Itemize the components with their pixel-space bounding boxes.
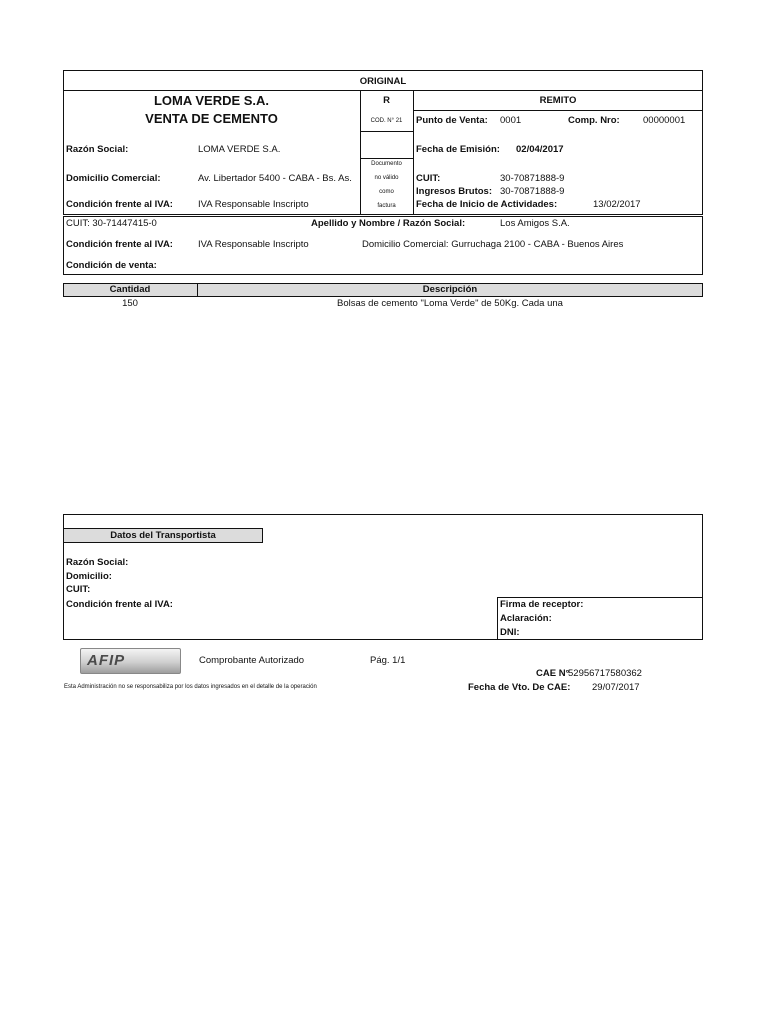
aclaracion-label: Aclaración: [500,613,552,624]
customer-cuit: CUIT: 30-71447415-0 [66,218,157,229]
comp-nro-label: Comp. Nro: [568,115,620,126]
punto-venta-label: Punto de Venta: [416,115,488,126]
fecha-emision: 02/04/2017 [516,144,564,155]
transport-domicilio-label: Domicilio: [66,571,112,582]
customer-domicilio: Domicilio Comercial: Gurruchaga 2100 - CABA - Buenos Aires [362,239,624,250]
afip-logo-text: AFIP [87,652,126,669]
cae-vto-label: Fecha de Vto. De CAE: [468,682,571,693]
comprobante-autorizado: Comprobante Autorizado [199,655,305,666]
iibb-value: 30-70871888-9 [500,186,565,197]
company-tagline: VENTA DE CEMENTO [145,111,278,126]
doc-code: COD. N° 21 [370,118,403,124]
punto-venta: 0001 [500,115,522,126]
afip-logo [80,648,181,674]
divider [497,597,703,598]
divider [360,158,413,159]
cuit-label: CUIT: [416,173,441,184]
item-cantidad: 150 [122,298,138,309]
transport-cuit-label: CUIT: [66,584,91,595]
doc-letter: R [383,95,390,106]
transport-iva-label: Condición frente al IVA: [66,599,173,610]
cuit-value: 30-70871888-9 [500,173,565,184]
issuer-domicilio-label: Domicilio Comercial: [66,173,161,184]
doc-type: REMITO [539,95,577,106]
issuer-iva-label: Condición frente al IVA: [66,199,173,210]
divider [413,90,414,215]
customer-nombre-label: Apellido y Nombre / Razón Social: [311,218,466,229]
disclaimer: Esta Administración no se responsabiliza por los datos ingresados en el detalle de la operación [64,684,317,690]
company-name: LOMA VERDE S.A. [153,93,270,108]
doc-note-1: Documento [371,161,402,167]
iibb-label: Ingresos Brutos: [416,186,493,197]
col-descripcion: Descripción [422,284,478,295]
customer-venta-label: Condición de venta: [66,260,157,271]
inicio-label: Fecha de Inicio de Actividades: [416,199,558,210]
issuer-domicilio: Av. Libertador 5400 - CABA - Bs. As. [198,173,352,184]
doc-note-4: factura [377,203,396,209]
comp-nro: 00000001 [643,115,686,126]
doc-note-3: como [379,189,394,195]
divider [360,90,361,215]
issuer-iva: IVA Responsable Inscripto [198,199,309,210]
fecha-emision-label: Fecha de Emisión: [416,144,500,155]
cae-number: 52956717580362 [568,668,642,679]
divider [360,131,413,132]
issuer-razon-label: Razón Social: [66,144,129,155]
cae-vto: 29/07/2017 [592,682,640,693]
item-descripcion: Bolsas de cemento "Loma Verde" de 50Kg. Cada una [337,298,563,309]
page-number: Pág. 1/1 [370,655,406,666]
col-cantidad: Cantidad [109,284,151,295]
inicio-value: 13/02/2017 [593,199,641,210]
transport-title: Datos del Transportista [110,530,216,541]
divider [497,597,498,640]
firma-label: Firma de receptor: [500,599,584,610]
customer-nombre: Los Amigos S.A. [500,218,570,229]
customer-iva-label: Condición frente al IVA: [66,239,173,250]
cae-label: CAE N° [536,668,570,679]
issuer-razon: LOMA VERDE S.A. [198,144,281,155]
divider [413,110,703,111]
customer-iva: IVA Responsable Inscripto [198,239,309,250]
doc-note-2: no válido [374,175,399,181]
transport-razon-label: Razón Social: [66,557,129,568]
copy-label: ORIGINAL [359,76,407,87]
divider [63,90,703,91]
dni-label: DNI: [500,627,520,638]
